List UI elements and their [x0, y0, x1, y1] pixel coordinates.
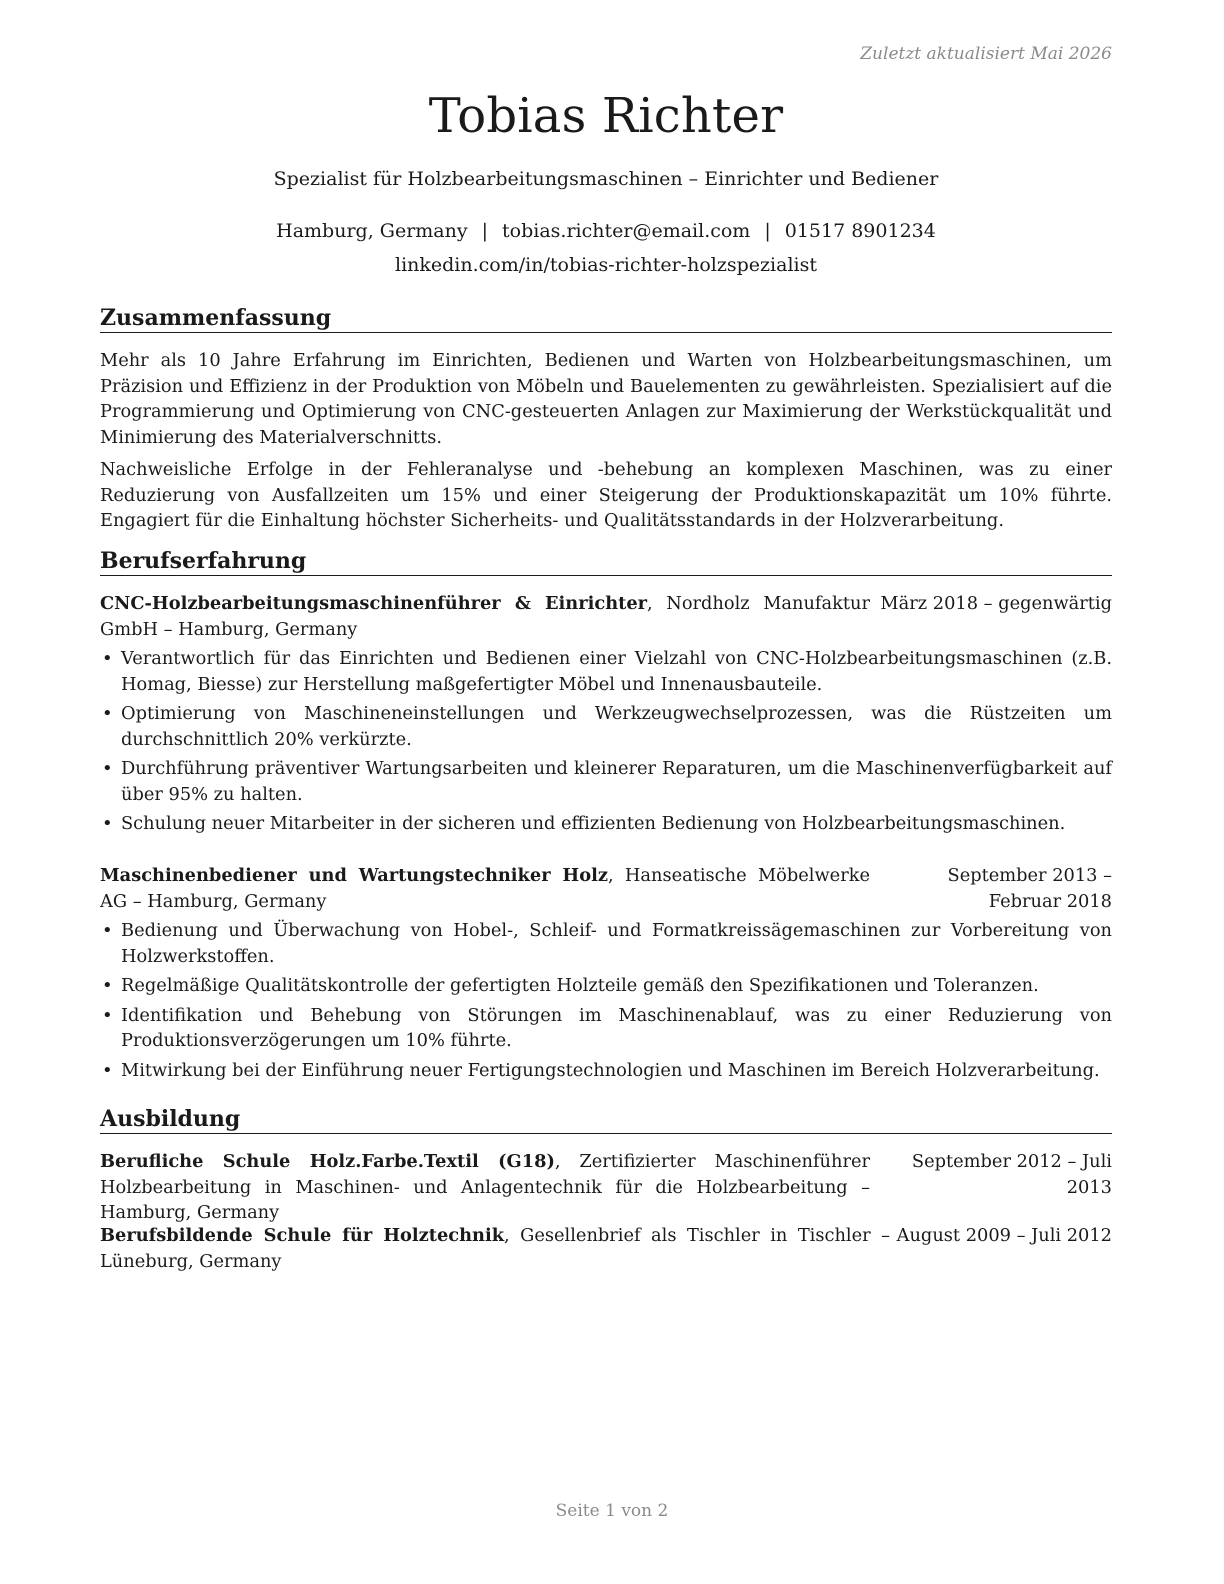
list-item: • Durchführung präventiver Wartungsarbeiten und kleinerer Reparaturen, um die Maschinenverfügbarkeit auf über 95% zu halten.: [100, 756, 1112, 807]
job-title-line: [100, 591, 870, 642]
education-dates: August 2009 – Juli 2012: [896, 1225, 1112, 1246]
school-name: Berufliche Schule Holz.Farbe.Textil (G18): [100, 1151, 555, 1172]
list-item: • Bedienung und Überwachung von Hobel-, Schleif- und Formatkreissägemaschinen zur Vorbereitung von Holzwerkstoffen.: [100, 918, 1112, 969]
list-item: • Mitwirkung bei der Einführung neuer Fertigungstechnologien und Maschinen im Bereich Holzverarbeitung.: [100, 1058, 1112, 1084]
job-entry: [100, 863, 1112, 1083]
list-item: • Regelmäßige Qualitätskontrolle der gefertigten Holzteile gemäß den Spezifikationen und Toleranzen.: [100, 973, 1112, 999]
list-item: • Verantwortlich für das Einrichten und Bedienen einer Vielzahl von CNC-Holzbearbeitungsmaschinen (z.B. Homag, Biesse) zur Herstellung maßgefertigter Möbel und Innenausbauteile.: [100, 646, 1112, 697]
school-name: Berufsbildende Schule für Holztechnik: [100, 1225, 505, 1246]
job-details: , Nordholz Manufaktur GmbH – Hamburg, Germany: [100, 593, 870, 640]
education-details: , Gesellenbrief als Tischler in Tischler – Lüneburg, Germany: [100, 1225, 890, 1272]
job-bullets: [100, 918, 1112, 1083]
job-details: , Hanseatische Möbelwerke AG – Hamburg, Germany: [100, 865, 870, 912]
summary-paragraph: Mehr als 10 Jahre Erfahrung im Einrichten, Bedienen und Warten von Holzbearbeitungsmaschinen, um Präzision und Effizienz in der Produktion von Möbeln und Bauelementen zu gewährleisten. Spezialisiert auf die Programmierung und Optimierung von CNC-gesteuerten Anlagen zur Maximierung der Werkstückqualität und Minimierung des Materialverschnitts.: [100, 350, 1112, 448]
phone-number: 01517 8901234: [784, 220, 936, 242]
contact-separator: |: [764, 220, 771, 242]
email-link[interactable]: tobias.richter@email.com: [502, 220, 751, 242]
job-role: CNC-Holzbearbeitungsmaschinenführer & Einrichter: [100, 593, 648, 614]
job-header: [100, 863, 1112, 914]
job-dates: September 2013 – Februar 2018: [947, 865, 1112, 912]
location: Hamburg, Germany: [276, 220, 468, 242]
list-item: • Identifikation und Behebung von Störungen im Maschinenablauf, was zu einer Reduzierung von Produktionsverzögerungen um 10% führte.: [100, 1003, 1112, 1054]
contact-separator: |: [481, 220, 489, 242]
education-entry: [100, 1223, 1112, 1274]
job-dates: März 2018 – gegenwärtig: [880, 593, 1112, 614]
education-details: , Zertifizierter Maschinenführer Holzbearbeitung in Maschinen- und Anlagentechnik für die Holzbearbeitung – Hamburg, Germany: [100, 1151, 870, 1223]
section-title-summary: Zusammenfassung: [100, 305, 1112, 333]
education-dates: September 2012 – Juli 2013: [911, 1151, 1112, 1198]
job-role: Maschinenbediener und Wartungstechniker Holz: [100, 865, 608, 886]
candidate-tagline: Spezialist für Holzbearbeitungsmaschinen – Einrichter und Bediener: [273, 168, 939, 190]
job-entry: [100, 591, 1112, 837]
list-item: • Schulung neuer Mitarbeiter in der sicheren und effizienten Bedienung von Holzbearbeitungsmaschinen.: [100, 811, 1112, 837]
education-header: [100, 1149, 1112, 1226]
education-header: [100, 1223, 1112, 1274]
job-bullets: [100, 646, 1112, 837]
section-title-education: Ausbildung: [100, 1106, 1112, 1134]
education-entry: [100, 1149, 1112, 1226]
section-title-experience: Berufserfahrung: [100, 548, 1112, 576]
candidate-name: Tobias Richter: [428, 88, 784, 144]
last-updated: Zuletzt aktualisiert Mai 2026: [860, 44, 1112, 64]
list-item: • Optimierung von Maschineneinstellungen und Werkzeugwechselprozessen, was die Rüstzeiten um durchschnittlich 20% verkürzte.: [100, 701, 1112, 752]
education-title-line: [100, 1149, 870, 1226]
job-header: [100, 591, 1112, 642]
page-number: Seite 1 von 2: [555, 1501, 669, 1521]
summary-paragraph: Nachweisliche Erfolge in der Fehleranalyse und -behebung an komplexen Maschinen, was zu einer Reduzierung von Ausfallzeiten um 15% und einer Steigerung der Produktionskapazität um 10% führte. Engagiert für die Einhaltung höchster Sicherheits- und Qualitätsstandards in der Holzverarbeitung.: [100, 459, 1112, 531]
contact-line: [100, 220, 1112, 242]
linkedin-link[interactable]: linkedin.com/in/tobias-richter-holzspezialist: [395, 254, 817, 276]
job-title-line: [100, 863, 870, 914]
education-title-line: [100, 1223, 890, 1274]
